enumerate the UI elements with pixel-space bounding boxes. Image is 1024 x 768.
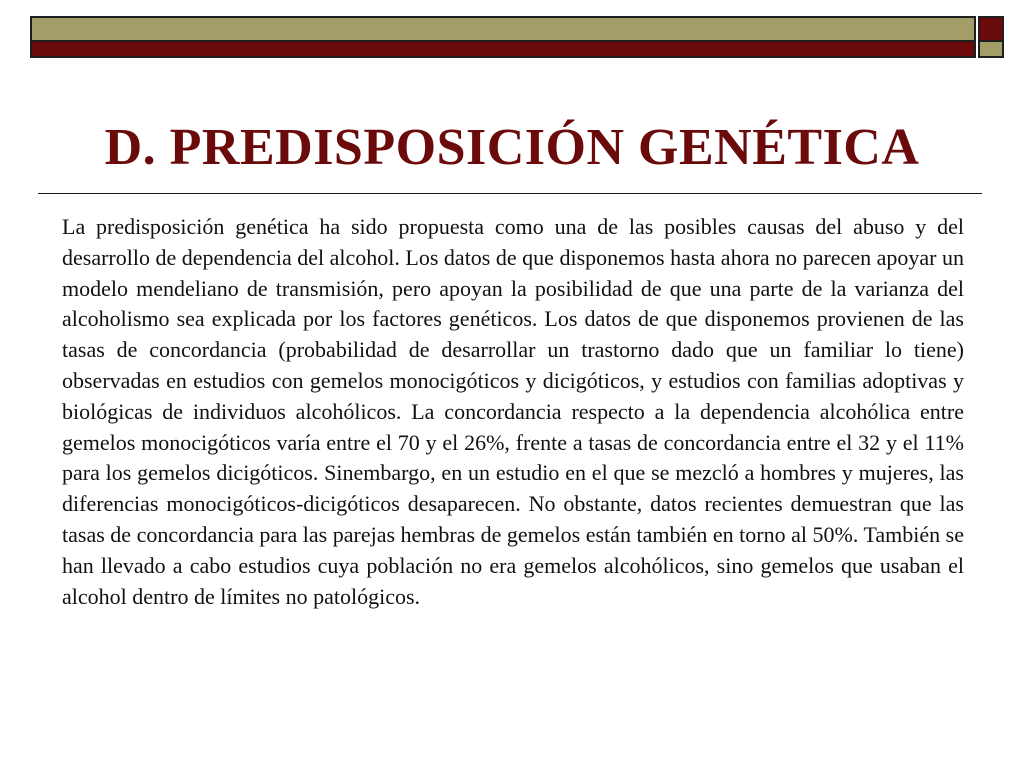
slide-body-text: La predisposición genética ha sido propuesta como una de las posibles causas del abuso y del desarrollo de dependencia del alcohol. Los datos de que disponemos hasta ahora no parecen apoyar un modelo mendeliano de transmisión, pero apoyan la posibilidad de que una parte de la varianza del alcoholismo sea explicada por los factores genéticos. Los datos de que disponemos provienen de las tasas de concordancia (probabilidad de desarrollar un trastorno dado que un familiar lo tiene) observadas en estudios con gemelos monocigóticos y dicigóticos, y estudios con familias adoptivas y biológicas de individuos alcohólicos. La concordancia respecto a la dependencia alcohólica entre gemelos monocigóticos varía entre el 70 y el 26%, frente a tasas de concordancia entre el 32 y el 11% para los gemelos dicigóticos. Sinembargo, en un estudio en el que se mezcló a hombres y mujeres, las diferencias monocigóticos-dicigóticos desaparecen. No obstante, datos recientes demuestran que las tasas de concordancia para las parejas hembras de gemelos están también en torno al 50%. También se han llevado a cabo estudios cuya población no era gemelos alcohólicos, sino gemelos que usaban el alcohol dentro de límites no patológicos.: [62, 214, 964, 609]
header-square-olive: [978, 42, 1004, 58]
title-divider: [38, 193, 982, 194]
header-band-maroon: [30, 42, 976, 58]
header-band-olive: [30, 16, 976, 42]
slide-title: D. PREDISPOSICIÓN GENÉTICA: [104, 119, 920, 176]
header-square-maroon: [978, 16, 1004, 42]
